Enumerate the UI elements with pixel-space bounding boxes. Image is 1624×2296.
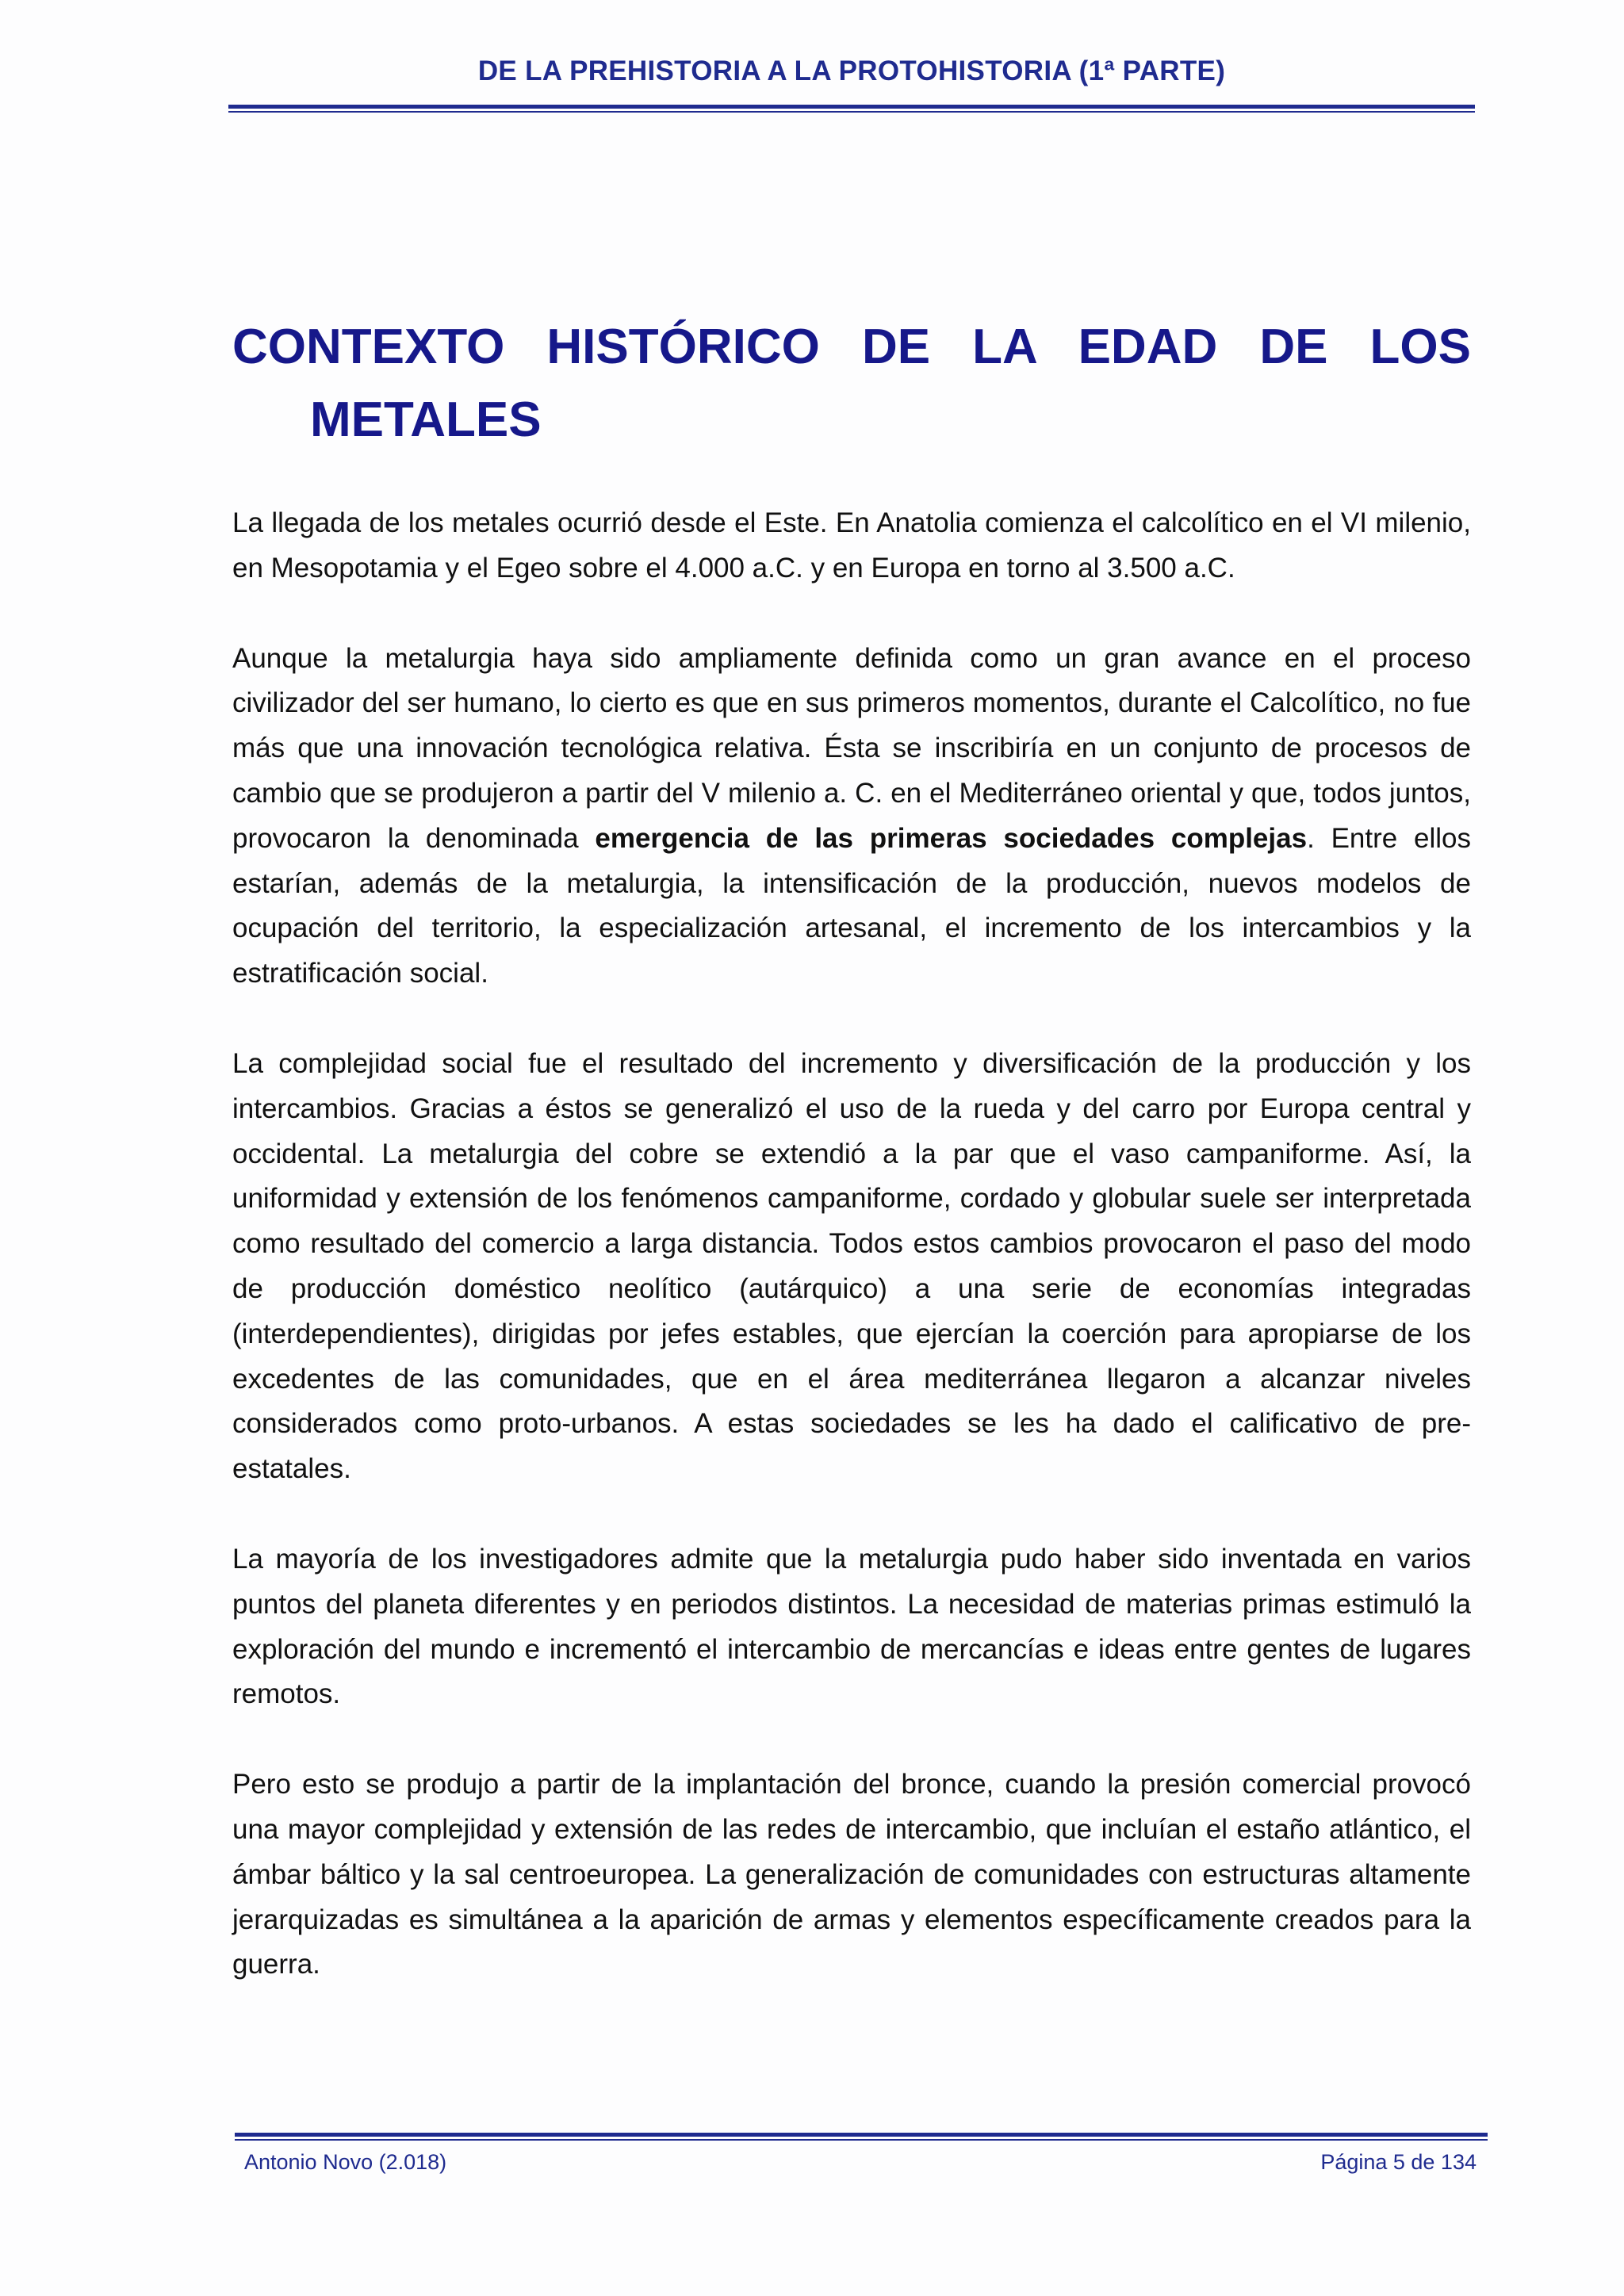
paragraph-4: La mayoría de los investigadores admite que la metalurgia pudo haber sido inventada en varios puntos del planeta diferentes y en periodos distintos. La necesidad de materias primas estimuló la exploración del mundo e incrementó el intercambio de mercancías e ideas entre gentes de lugares remotos. bbox=[232, 1543, 1471, 1710]
section-title bbox=[232, 311, 1471, 457]
paragraph-2-text-end: . Entre ellos estarían, además de la metalurgia, la intensificación de la producción, nuevos modelos de ocupación del territorio, la especialización artesanal, el incremento de los intercambios y la estratificación social. bbox=[232, 822, 1471, 989]
section-title-line2: METALES bbox=[310, 392, 542, 447]
body-text bbox=[232, 501, 1471, 2033]
paragraph-5: Pero esto se produjo a partir de la implantación del bronce, cuando la presión comercial provocó una mayor complejidad y extensión de las redes de intercambio, que incluían el estaño atlántico, el ámbar báltico y la sal centroeuropea. La generalización de comunidades con estructuras altamente jerarquizadas es simultánea a la aparición de armas y elementos específicamente creados para la guerra. bbox=[232, 1769, 1471, 1980]
footer-author: Antonio Novo (2.018) bbox=[244, 2150, 447, 2174]
running-header: DE LA PREHISTORIA A LA PROTOHISTORIA (1ª PARTE) bbox=[477, 55, 1226, 86]
section-title-line1: CONTEXTO HISTÓRICO DE LA EDAD DE LOS bbox=[232, 320, 1471, 374]
paragraph-1: La llegada de los metales ocurrió desde el Este. En Anatolia comienza el calcolítico en el VI milenio, en Mesopotamia y el Egeo sobre el 4.000 a.C. y en Europa en torno al 3.500 a.C. bbox=[232, 507, 1471, 584]
paragraph-2-text-start: Aunque la metalurgia haya sido ampliamente definida como un gran avance en el proceso civilizador del ser humano, lo cierto es que en sus primeros momentos, durante el Calcolítico, no fue más que una innovación tecnológica relativa. Ésta se inscribiría en un conjunto de procesos de cambio que se produjeron a partir del V milenio a. C. en el Mediterráneo oriental y que, todos juntos, provocaron la denominada bbox=[232, 642, 1471, 854]
paragraph-2 bbox=[232, 637, 1471, 997]
paragraph-3: La complejidad social fue el resultado del incremento y diversificación de la producción y los intercambios. Gracias a éstos se generalizó el uso de la rueda y del carro por Europa central y occidental. La metalurgia del cobre se extendió a la par que el vaso campaniforme. Así, la uniformidad y extensión de los fenómenos campaniforme, cordado y globular suele ser interpretada como resultado del comercio a larga distancia. Todos estos cambios provocaron el paso del modo de producción doméstico neolítico (autárquico) a una serie de economías integradas (interdependientes), dirigidas por jefes estables, que ejercían la coerción para apropiarse de los excedentes de las comunidades, que en el área mediterránea llegaron a alcanzar niveles considerados como proto-urbanos. A estas sociedades se les ha dado el calificativo de pre-estatales. bbox=[232, 1047, 1471, 1485]
footer-rule bbox=[235, 2133, 1488, 2137]
footer-page-number: Página 5 de 134 bbox=[1320, 2150, 1477, 2174]
paragraph-2-bold-term: emergencia de las primeras sociedades complejas bbox=[595, 822, 1308, 854]
header-rule bbox=[228, 105, 1475, 109]
